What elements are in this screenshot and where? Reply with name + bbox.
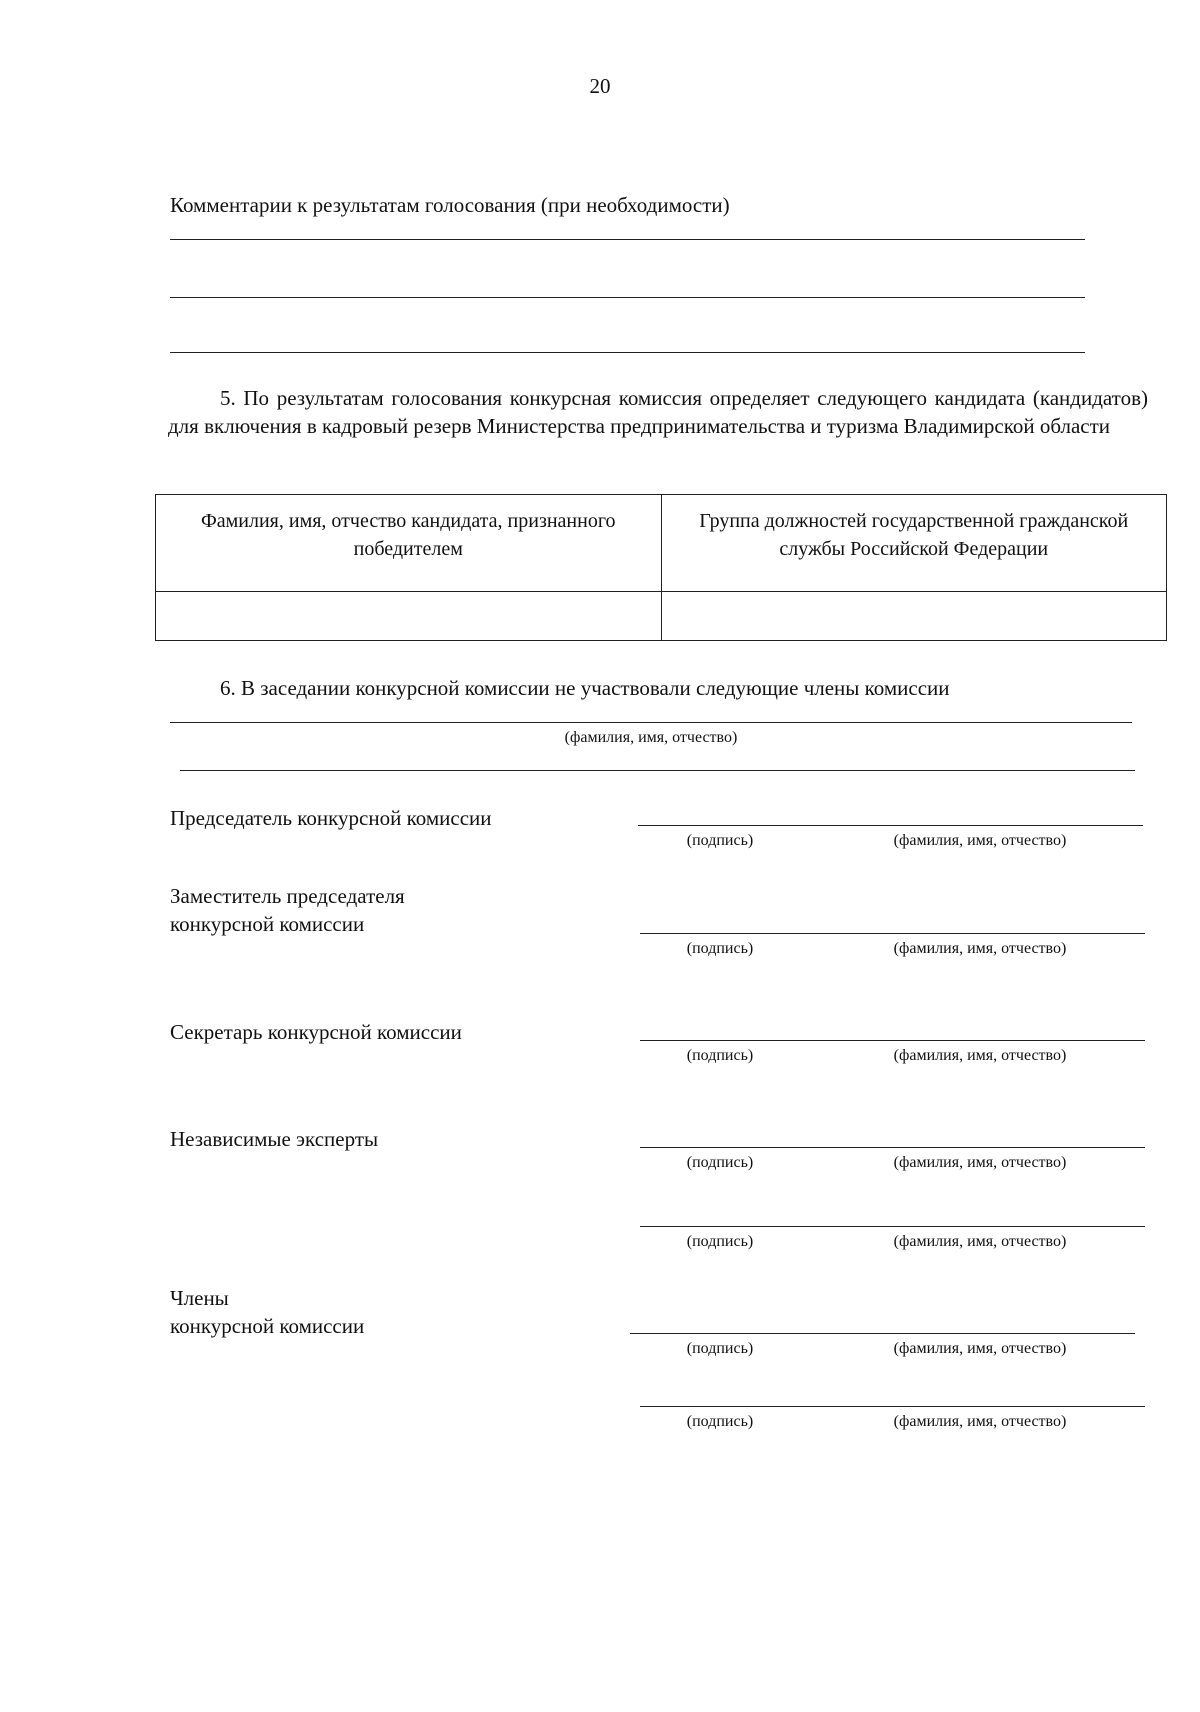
col1-header: Фамилия, имя, отчество кандидата, признанного победителем <box>156 495 662 592</box>
candidate-name-cell[interactable] <box>156 592 662 641</box>
member-1-signature-line[interactable] <box>630 1333 1135 1334</box>
member-2-sign-caption: (подпись) <box>686 1413 754 1430</box>
deputy-label-line2: конкурсной комиссии <box>170 912 365 936</box>
col2-header: Группа должностей государственной гражданской службы Российской Федерации <box>661 495 1167 592</box>
candidates-table <box>155 494 1167 641</box>
chairman-fio-caption: (фамилия, имя, отчество) <box>893 832 1067 849</box>
members-label-line1: Члены <box>170 1286 229 1310</box>
secretary-label: Секретарь конкурсной комиссии <box>170 1020 462 1044</box>
absent-members-line-2[interactable] <box>180 770 1135 771</box>
secretary-fio-caption: (фамилия, имя, отчество) <box>893 1047 1067 1064</box>
member-2-fio-caption: (фамилия, имя, отчество) <box>893 1413 1067 1430</box>
expert-2-fio-caption: (фамилия, имя, отчество) <box>893 1233 1067 1250</box>
deputy-label-line1: Заместитель председателя <box>170 884 405 908</box>
deputy-fio-caption: (фамилия, имя, отчество) <box>893 940 1067 957</box>
comments-line-1[interactable] <box>170 239 1085 240</box>
chairman-signature-line[interactable] <box>638 825 1143 826</box>
expert-1-sign-caption: (подпись) <box>686 1154 754 1171</box>
expert-2-signature-line[interactable] <box>640 1226 1145 1227</box>
experts-label: Независимые эксперты <box>170 1127 379 1151</box>
item5-paragraph <box>168 384 1148 440</box>
deputy-sign-caption: (подпись) <box>686 940 754 957</box>
chairman-label: Председатель конкурсной комиссии <box>170 806 492 830</box>
chairman-sign-caption: (подпись) <box>686 832 754 849</box>
page-number: 20 <box>589 74 611 98</box>
member-1-fio-caption: (фамилия, имя, отчество) <box>893 1340 1067 1357</box>
comments-line-2[interactable] <box>170 297 1085 298</box>
absent-members-line[interactable] <box>170 722 1132 723</box>
expert-1-fio-caption: (фамилия, имя, отчество) <box>893 1154 1067 1171</box>
deputy-signature-line[interactable] <box>640 933 1145 934</box>
comments-label: Комментарии к результатам голосования (при необходимости) <box>170 193 730 217</box>
member-2-signature-line[interactable] <box>640 1406 1145 1407</box>
secretary-signature-line[interactable] <box>640 1040 1145 1041</box>
member-1-sign-caption: (подпись) <box>686 1340 754 1357</box>
secretary-sign-caption: (подпись) <box>686 1047 754 1064</box>
absent-members-caption: (фамилия, имя, отчество) <box>564 729 738 746</box>
position-group-cell[interactable] <box>661 592 1167 641</box>
expert-1-signature-line[interactable] <box>640 1147 1145 1148</box>
item5-text: 5. По результатам голосования конкурсная комиссия определяет следующего кандидата (кандидатов) для включения в кадровый резерв Министерства предпринимательства и туризма Владимирской области <box>168 386 1148 438</box>
expert-2-sign-caption: (подпись) <box>686 1233 754 1250</box>
members-label-line2: конкурсной комиссии <box>170 1314 365 1338</box>
comments-line-3[interactable] <box>170 352 1085 353</box>
item6-text: 6. В заседании конкурсной комиссии не участвовали следующие члены комиссии <box>220 676 950 700</box>
